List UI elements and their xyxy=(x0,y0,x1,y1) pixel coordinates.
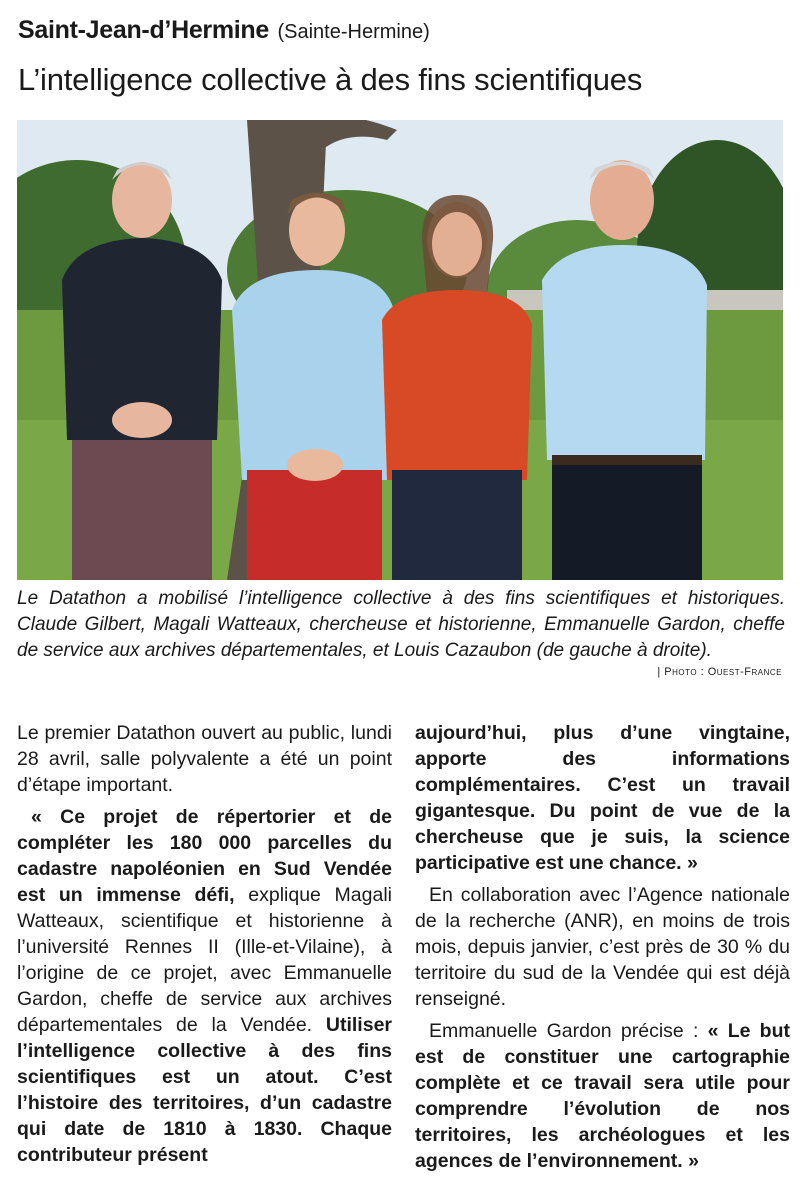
column-left xyxy=(17,720,392,1174)
quote-attribution: explique Magali Watteaux, scientifique et historienne à l’université Rennes II (Ille-et-Vilaine), à l’origine de ce projet, avec Emmanuelle Gardon, cheffe de service aux archives départementales de la Vendée. xyxy=(17,884,393,1036)
paragraph-quote xyxy=(17,804,392,1168)
quote-part-1: « Ce projet de répertorier et de compléter les 180 000 parcelles du cadastre napoléonien en Sud Vendée est un immense défi, xyxy=(17,806,392,906)
gardon-intro: Emmanuelle Gardon précise : xyxy=(429,1020,708,1042)
photo-credit: | Photo : Ouest-France xyxy=(657,666,782,678)
quote-part-2: Utiliser l’intelligence collective à des fins scientifiques est un atout. C’est l’histoire des territoires, d’un cadastre qui date de 1810 à 1830. Chaque contributeur présent xyxy=(17,1014,392,1166)
paragraph-quote-continued xyxy=(415,720,790,876)
intro-text: Le premier Datathon ouvert au public, lundi 28 avril, salle polyvalente a été un point d’étape important. xyxy=(17,722,392,796)
article-body xyxy=(17,720,790,1180)
paragraph-intro xyxy=(17,720,392,798)
paragraph-anr xyxy=(415,882,790,1012)
photo-illustration xyxy=(17,120,783,580)
sub-place-name: (Sainte-Hermine) xyxy=(277,21,430,43)
photo-caption xyxy=(17,586,785,664)
paragraph-gardon xyxy=(415,1018,790,1174)
article-heading xyxy=(18,16,430,45)
article-title: L’intelligence collective à des fins scientifiques xyxy=(18,62,643,97)
caption-text: Le Datathon a mobilisé l’intelligence collective à des fins scientifiques et historiques. Claude Gilbert, Magali Watteaux, chercheuse et historienne, Emmanuelle Gardon, cheffe de service aux archives départementales, et Louis Cazaubon (de gauche à droite). xyxy=(17,588,785,661)
anr-text: En collaboration avec l’Agence nationale de la recherche (ANR), en moins de trois mois, depuis janvier, c’est près de 30 % du territoire du sud de la Vendée qui est déjà renseigné. xyxy=(415,884,790,1010)
gardon-quote: « Le but est de constituer une cartographie complète et ce travail sera utile pour comprendre l’évolution de nos territoires, les archéologues et les agences de l’environnement. » xyxy=(415,1020,790,1172)
group-photo xyxy=(17,120,783,580)
place-name: Saint-Jean-d’Hermine xyxy=(18,16,270,44)
column-right xyxy=(415,720,790,1180)
quote-part-3: aujourd’hui, plus d’une vingtaine, apporte des informations complémentaires. C’est un travail gigantesque. Du point de vue de la chercheuse que je suis, la science participative est une chance. » xyxy=(415,722,790,874)
